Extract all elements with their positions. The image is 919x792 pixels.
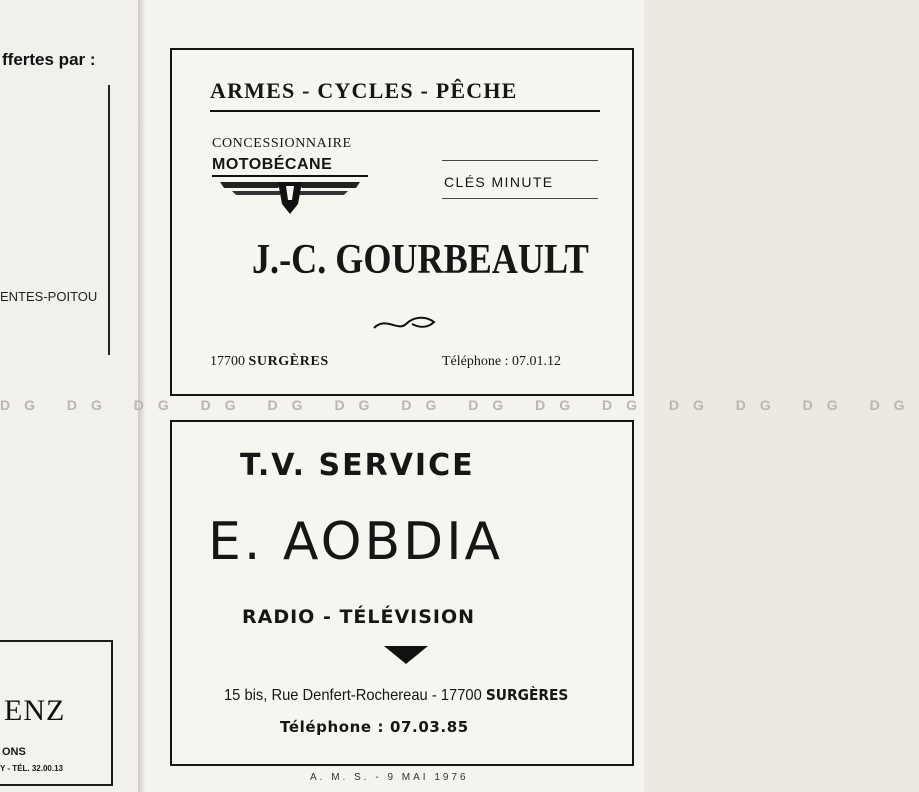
keys-rule-top — [442, 160, 598, 161]
ad-gourbeault-location — [210, 354, 329, 370]
left-ad-line1: ONS — [2, 746, 26, 758]
ad-aobdia-address — [224, 686, 568, 705]
address-street: 15 bis, Rue Denfert-Rochereau — [224, 687, 428, 704]
left-page-heading: ffertes par : — [2, 50, 96, 69]
ad-gourbeault-phone — [442, 354, 561, 370]
keys-rule-bottom — [442, 198, 598, 199]
watermark-strip: DG DG DG DG DG DG DG DG DG DG DG DG DG DG — [0, 397, 919, 413]
left-page — [0, 0, 141, 792]
ad-gourbeault — [170, 48, 634, 396]
address-city: SURGÈRES — [485, 686, 569, 704]
down-triangle-icon — [384, 646, 428, 664]
page-fold — [138, 0, 146, 792]
flourish-ornament-icon — [372, 314, 436, 334]
concession-label: CONCESSIONNAIRE — [212, 136, 352, 151]
motobecane-wing-logo-icon — [212, 174, 368, 216]
business-name: E. AOBDIA — [208, 512, 504, 572]
address-postcode: - 17700 — [431, 687, 482, 704]
left-ad-logo: ENZ — [4, 694, 66, 727]
left-ad-line2: Y - TÉL. 32.00.13 — [0, 764, 63, 773]
phone-label: Téléphone : — [442, 354, 509, 369]
ad-gourbeault-title: ARMES - CYCLES - PÊCHE — [210, 78, 518, 103]
motobecane-brand: MOTOBÉCANE — [212, 156, 333, 173]
ad-aobdia-phone: Téléphone : 07.03.85 — [280, 718, 469, 736]
keys-service-label: CLÉS MINUTE — [444, 174, 554, 190]
page-footer: A. M. S. - 9 MAI 1976 — [310, 772, 469, 783]
ad-aobdia — [170, 420, 634, 766]
left-page-region-text: ENTES-POITOU — [0, 289, 98, 304]
left-page-ad-box — [0, 640, 113, 786]
postcode: 17700 — [210, 354, 245, 369]
city: SURGÈRES — [248, 354, 329, 369]
business-name: J.-C. GOURBEAULT — [252, 237, 589, 283]
phone-number: 07.01.12 — [511, 354, 561, 369]
title-underline — [210, 110, 600, 112]
left-page-rule — [108, 85, 110, 355]
ad-aobdia-title: T.V. SERVICE — [240, 448, 475, 483]
service-line: RADIO - TÉLÉVISION — [242, 606, 476, 628]
